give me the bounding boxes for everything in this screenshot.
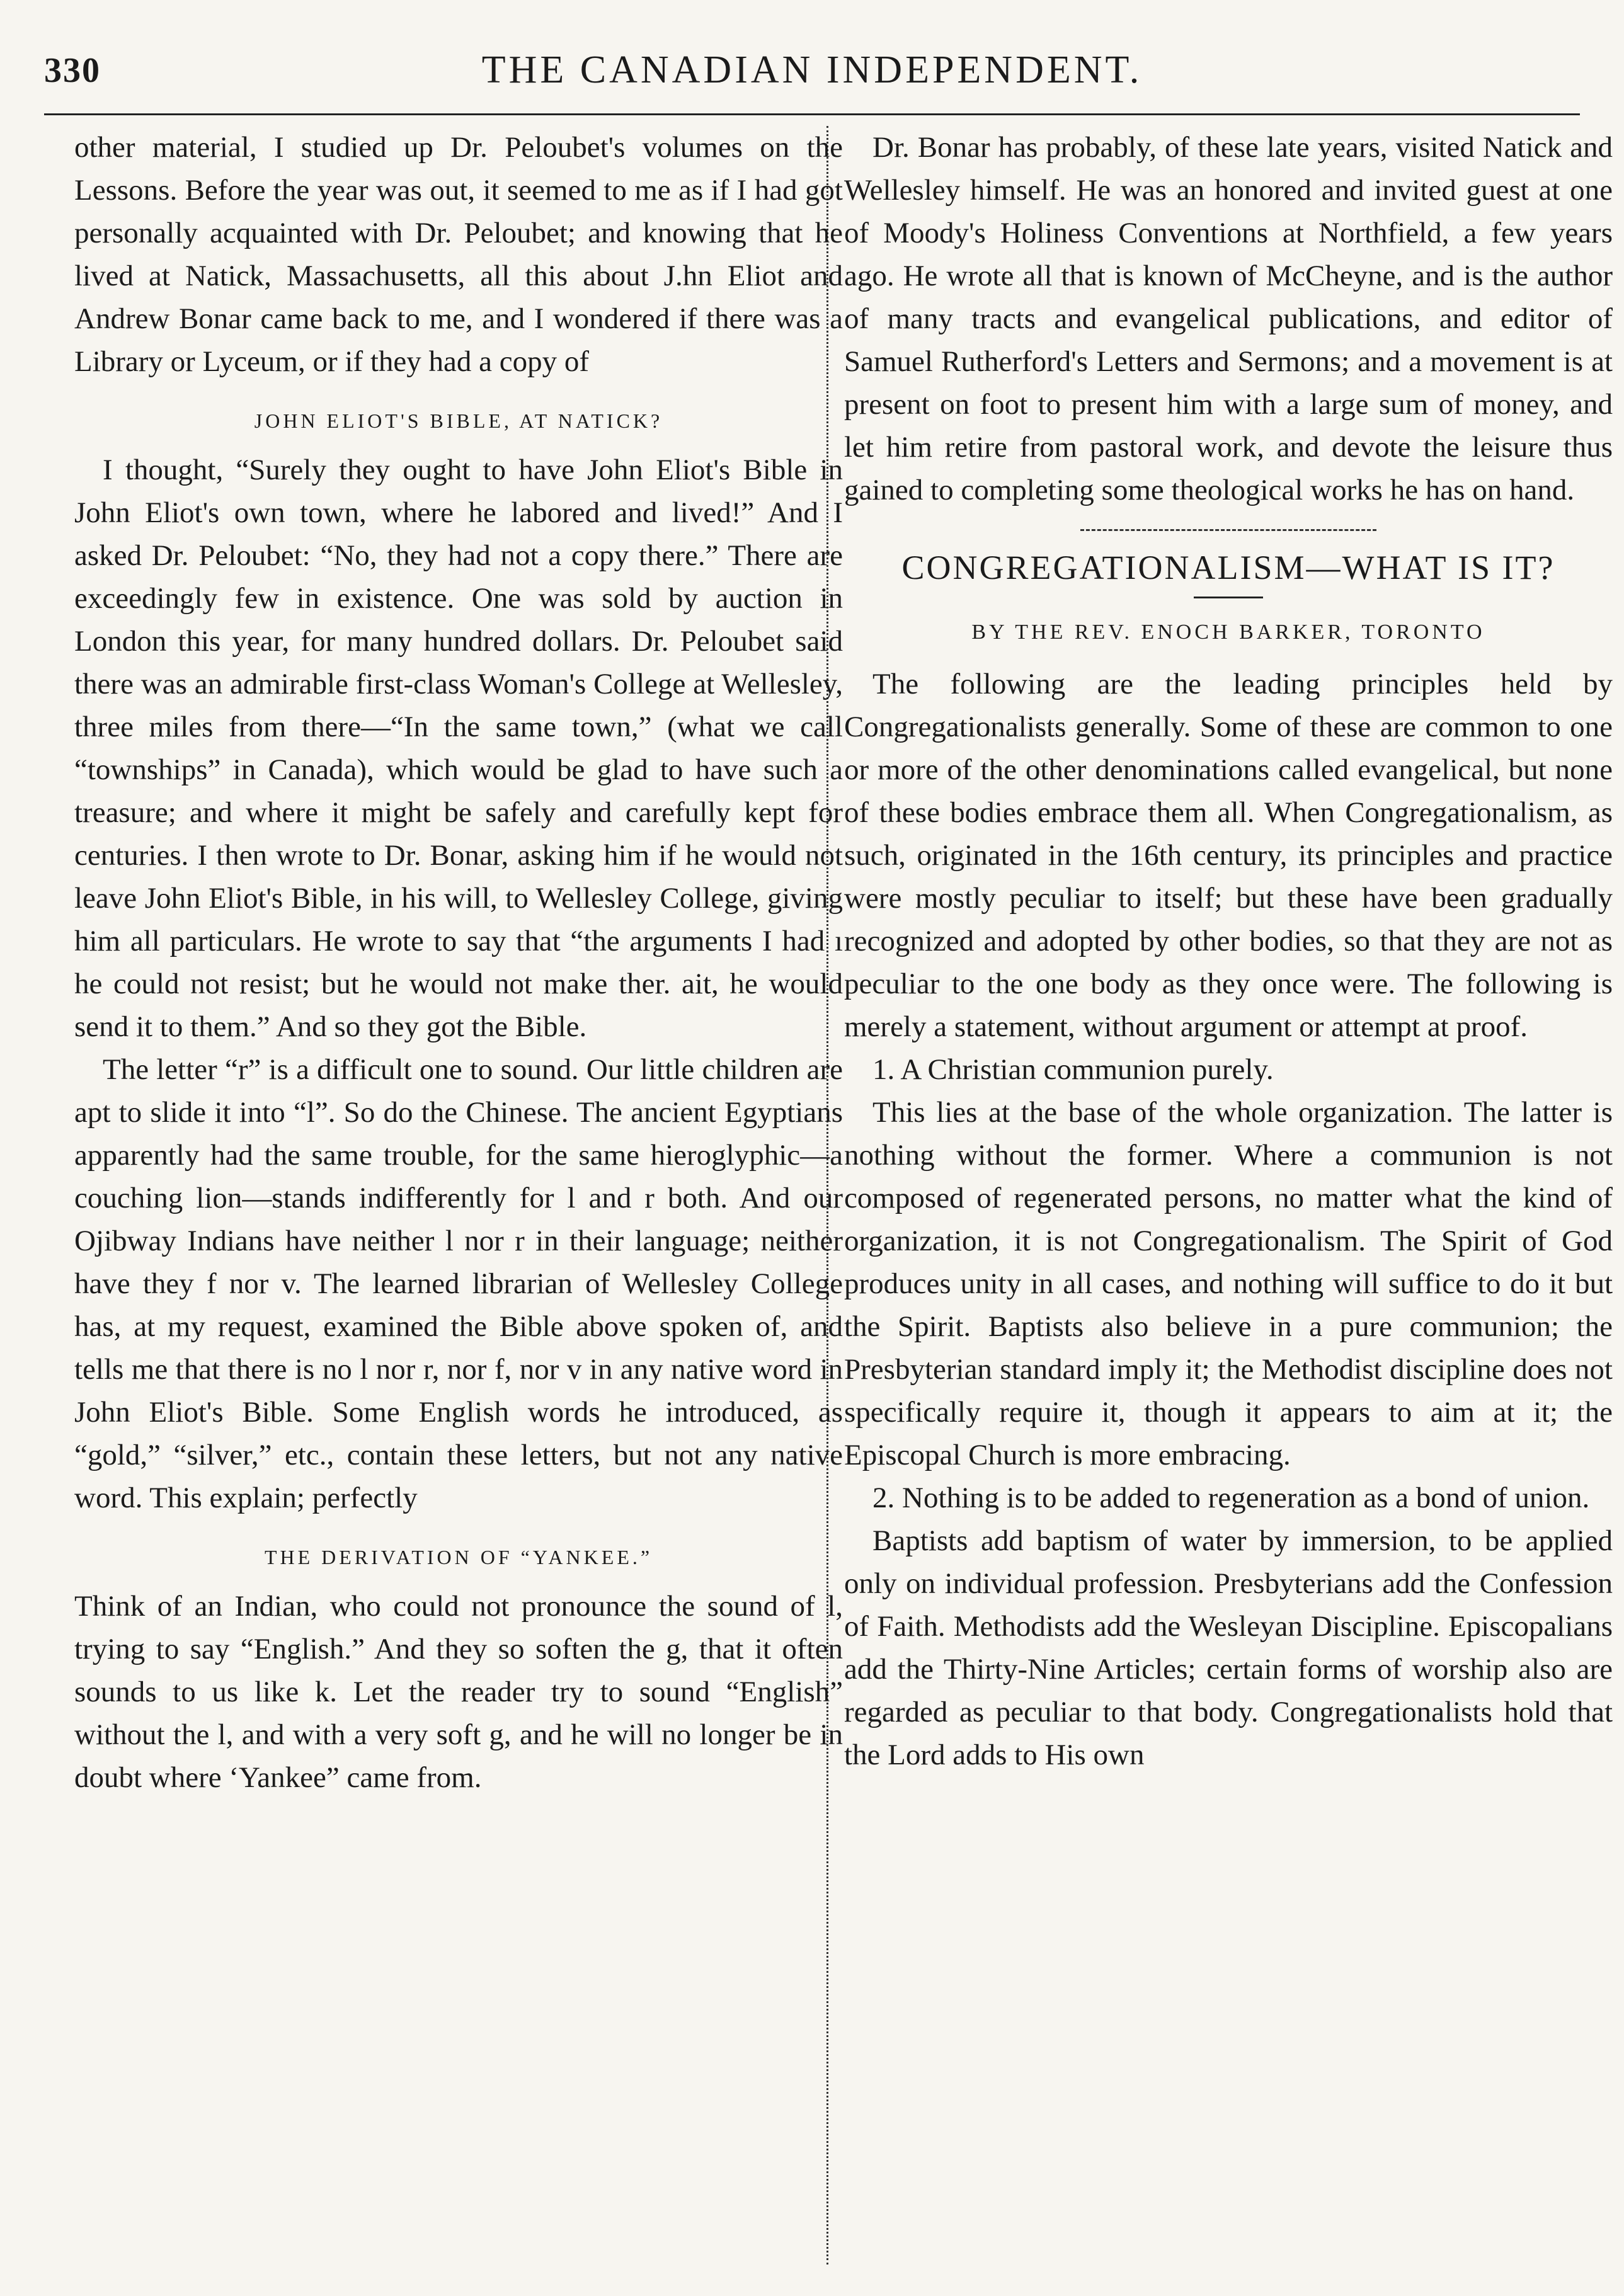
paragraph: Dr. Bonar has probably, of these late years, visited Natick and Wellesley himself. He was an honored and invited guest at one of Moody's Holiness Conventions at Northfield, a few years ago. He wrote all that is known of McCheyne, and is the author of many tracts and evangelical publications, and editor of Samuel Rutherford's Letters and Sermons; and a movement is at present on foot to present him with a large sum of money, and let him retire from pastoral work, and devote the leisure thus gained to completing some theological works he has on hand. <box>844 131 1613 506</box>
paragraph: 1. A Christian communion purely. <box>872 1053 1274 1086</box>
page-header <box>44 44 1580 115</box>
paragraph: 2. Nothing is to be added to regeneration as a bond of union. <box>872 1482 1590 1514</box>
journal-title: THE CANADIAN INDEPENDENT. <box>481 49 1143 91</box>
title-rule <box>1194 597 1263 598</box>
section-break-rule <box>1080 529 1376 531</box>
byline: BY THE REV. ENOCH BARKER, TORONTO <box>971 620 1485 644</box>
section-subheading: THE DERIVATION OF “YANKEE.” <box>264 1546 653 1568</box>
paragraph: Baptists add baptism of water by immersion, to be applied only on individual profession. Presbyterians add the Confession of Faith. Methodists add the Wesleyan Discipline. Episcopalians add the Thirty-Nine Articles; certain forms of worship also are regarded as peculiar to that body. Congregationalists hold that the Lord adds to His own <box>844 1524 1613 1771</box>
paragraph: I thought, “Surely they ought to have John Eliot's Bible in John Eliot's own town, where he labored and lived!” And I asked Dr. Peloubet: “No, they had not a copy there.” There are exceedingly few in existence. One was sold by auction in London this year, for many hundred dollars. Dr. Peloubet said there was an admirable first-class Woman's College at Wellesley, three miles from there—“In the same town,” (what we call “townships” in Canada), which would be glad to have such a treasure; and where it might be safely and carefully kept for centuries. I then wrote to Dr. Bonar, asking him if he would not leave John Eliot's Bible, in his will, to Wellesley College, giving him all particulars. He wrote to say that “the arguments I had ı he could not resist; but he would not make ther. ait, he would send it to them.” And so they got the Bible. <box>74 454 843 1043</box>
left-column <box>74 126 843 2271</box>
right-column <box>844 126 1613 2271</box>
paragraph: This lies at the base of the whole organization. The latter is nothing without the former. Where a communion is not composed of regenerated persons, no matter what the kind of organization, it is not Congregationalism. The Spirit of God produces unity in all cases, and nothing will suffice to do it but the Spirit. Baptists also believe in a pure communion; the Presbyterian standard imply it; the Methodist discipline does not specifically require it, though it appears to aim at it; the Episcopal Church is more embracing. <box>844 1096 1613 1471</box>
paragraph: The letter “r” is a difficult one to sound. Our little children are apt to slide it into “l”. So do the Chinese. The ancient Egyptians apparently had the same trouble, for the same hieroglyphic—a couching lion—stands indifferently for l and r both. And our Ojibway Indians have neither l nor r in their language; neither have they f nor v. The learned librarian of Wellesley College has, at my request, examined the Bible above spoken of, and tells me that there is no l nor r, nor f, nor v in any native word in John Eliot's Bible. Some English words he introduced, as “gold,” “silver,” etc., contain these letters, but not any native word. This explain; perfectly <box>74 1053 843 1514</box>
page-number: 330 <box>44 51 101 90</box>
article-title: CONGREGATIONALISM—WHAT IS IT? <box>901 549 1555 586</box>
paragraph: other material, I studied up Dr. Peloubet's volumes on the Lessons. Before the year was out, it seemed to me as if I had got personally acquainted with Dr. Peloubet; and knowing that he lived at Natick, Massachusetts, all this about J.hn Eliot and Andrew Bonar came back to me, and I wondered if there was a Library or Lyceum, or if they had a copy of <box>74 131 843 378</box>
paragraph: The following are the leading principles held by Congregationalists generally. Some of these are common to one or more of the other denominations called evangelical, but none of these bodies embrace them all. When Congregationalism, as such, originated in the 16th century, its principles and practice were mostly peculiar to itself; but these have been gradually recognized and adopted by other bodies, so that they are not as peculiar to the one body as they once were. The following is merely a statement, without argument or attempt at proof. <box>844 668 1613 1043</box>
section-subheading: JOHN ELIOT'S BIBLE, AT NATICK? <box>254 409 663 432</box>
paragraph: Think of an Indian, who could not pronounce the sound of l, trying to say “English.” And they so soften the g, that it often sounds to us like k. Let the reader try to sound “English” without the l, and with a very soft g, and he will no longer be in doubt where ‘Yankee” came from. <box>74 1590 843 1794</box>
